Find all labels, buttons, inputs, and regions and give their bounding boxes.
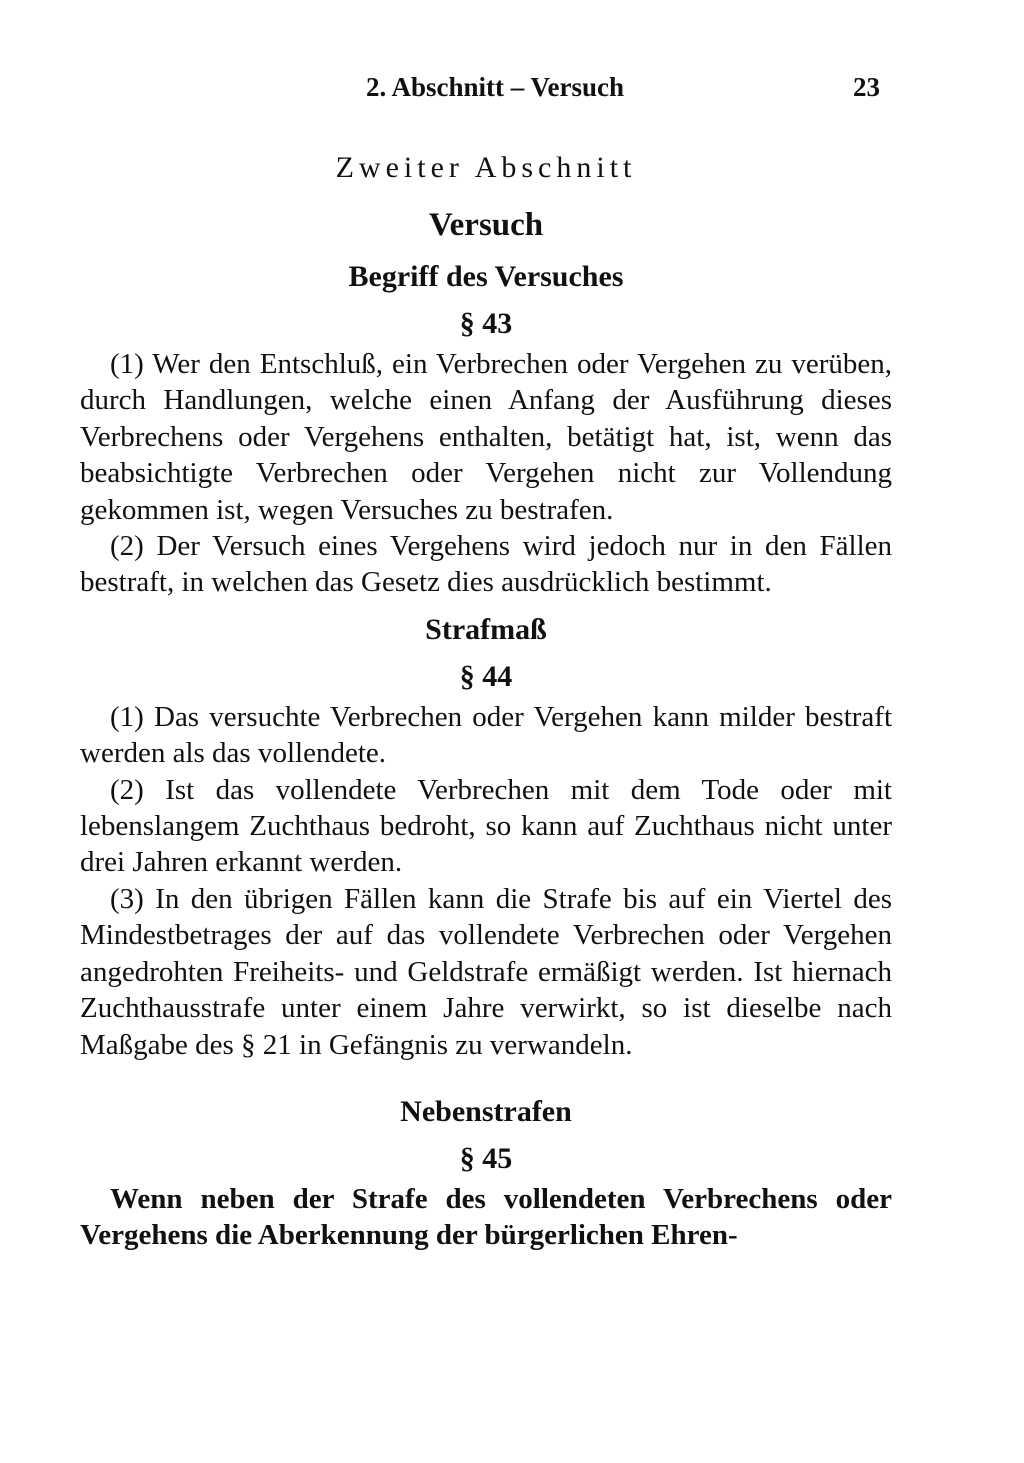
paragraph-45-1: Wenn neben der Strafe des vollendeten Verbrechens oder Vergehens die Aberkennung der bürgerlichen Ehren- — [80, 1182, 892, 1252]
page-number: 23 — [853, 72, 880, 102]
chapter-title: Versuch — [428, 207, 544, 243]
section-heading-43: Begriff des Versuches — [348, 260, 624, 293]
paragraph-44-3: (3) In den übrigen Fällen kann die Strafe bis auf ein Viertel des Mindestbetrages der auf das vollendete Verbrechen oder Vergehen angedrohten Freiheits- und Geldstrafe ermäßigt werden. Ist hiernach Zuchthausstrafe unter einem Jahre verwirkt, so ist dieselbe nach Maßgabe des § 21 in Gefängnis zu verwandeln. — [80, 882, 892, 1061]
section-heading-44: Strafmaß — [425, 612, 547, 646]
section-number-45: § 45 — [459, 1141, 513, 1175]
paragraph-44-1: (1) Das versuchte Verbrechen oder Vergehen kann milder bestraft werden als das vollendete. — [80, 700, 892, 770]
paragraph-44-2: (2) Ist das vollendete Verbrechen mit dem Tode oder mit lebenslangem Zuchthaus bedroht, so kann auf Zuchthaus nicht unter drei Jahren erkannt werden. — [80, 773, 892, 879]
paragraph-43-2: (2) Der Versuch eines Vergehens wird jedoch nur in den Fällen bestraft, in welchen das Gesetz dies ausdrücklich bestimmt. — [80, 530, 892, 599]
chapter-label: Zweiter Abschnitt — [335, 151, 637, 184]
document-page — [80, 62, 892, 1254]
running-header — [80, 62, 892, 112]
section-number-43: § 43 — [459, 307, 513, 340]
section-number-44: § 44 — [459, 659, 513, 693]
paragraph-43-1: (1) Wer den Entschluß, ein Verbrechen oder Vergehen zu verüben, durch Handlungen, welche einen Anfang der Ausführung dieses Verbrechens oder Vergehens enthalten, betätigt hat, ist, wenn das beabsichtigte Verbrechen oder Vergehen nicht zur Vollendung gekommen ist, wegen Versuches zu bestrafen. — [80, 348, 892, 526]
running-title: 2. Abschnitt – Versuch — [365, 72, 625, 102]
section-heading-45: Nebenstrafen — [400, 1094, 572, 1128]
